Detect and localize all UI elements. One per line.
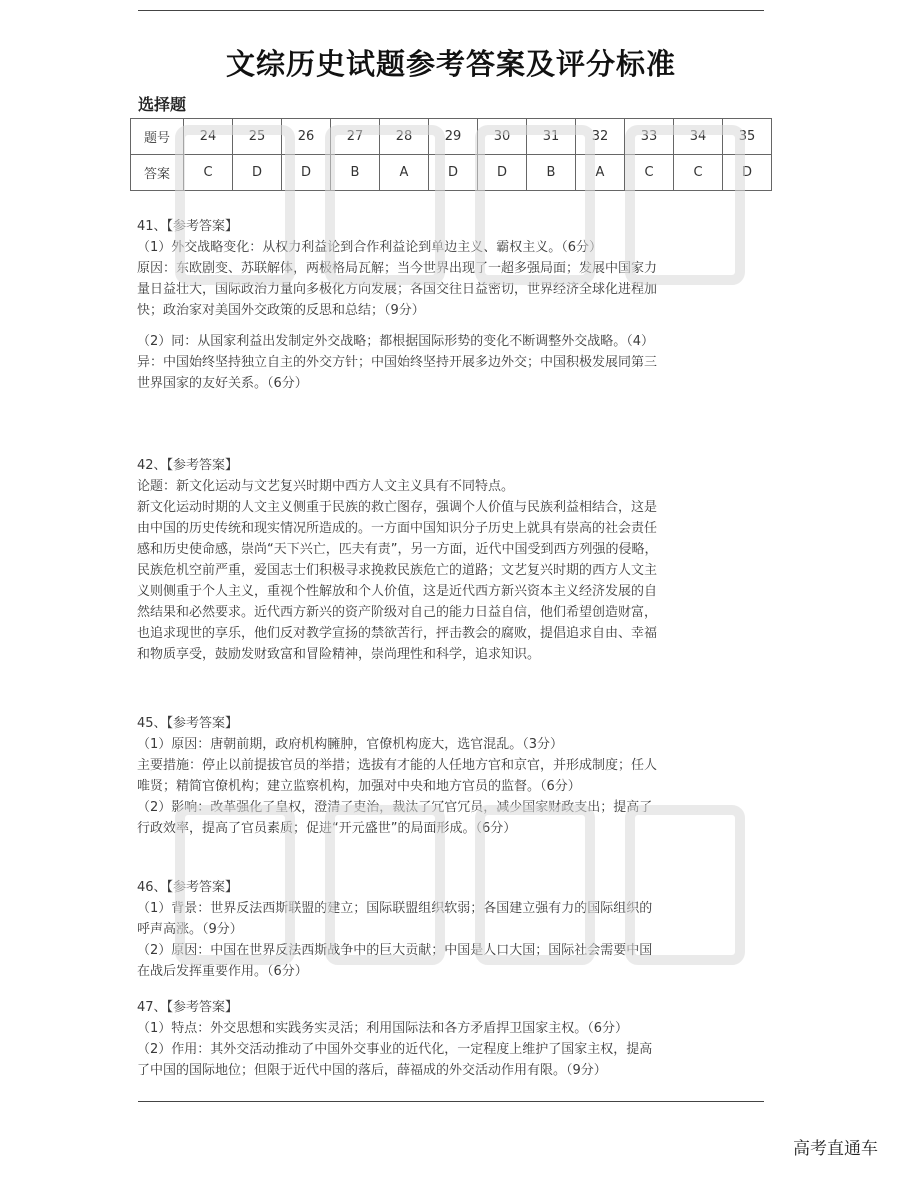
answer-cell: D xyxy=(233,155,282,191)
answer-line: 感和历史使命感，崇尚“天下兴亡，匹夫有责”，另一方面，近代中国受到西方列强的侵略， xyxy=(137,542,658,557)
question-number-cell: 29 xyxy=(429,119,478,155)
question-number-cell: 27 xyxy=(331,119,380,155)
question-heading-46: 46、【参考答案】 xyxy=(137,880,239,895)
answer-line: 义则侧重于个人主义，重视个性解放和个人价值，这是近代西方新兴资本主义经济发展的自 xyxy=(137,584,658,599)
answer-table-number-row xyxy=(131,119,772,155)
answer-line: （1）外交战略变化：从权力利益论到合作利益论到单边主义、霸权主义。（6分） xyxy=(137,240,603,255)
question-number-cell: 32 xyxy=(576,119,625,155)
answer-line: 呼声高涨。（9分） xyxy=(137,922,243,937)
answer-line: 也追求现世的享乐，他们反对教学宣扬的禁欲苦行，抨击教会的腐败，提倡追求自由、幸福 xyxy=(137,626,658,641)
answer-line: 行政效率，提高了官员素质；促进“开元盛世”的局面形成。（6分） xyxy=(137,821,517,836)
answer-cell: B xyxy=(527,155,576,191)
answer-block-46 xyxy=(137,877,767,982)
question-number-cell: 34 xyxy=(674,119,723,155)
answer-cell: D xyxy=(723,155,772,191)
answer-line: 世界国家的友好关系。（6分） xyxy=(137,376,308,391)
answer-line: 在战后发挥重要作用。（6分） xyxy=(137,964,308,979)
section-label-choice: 选择题 xyxy=(138,95,187,114)
answer-cell: D xyxy=(282,155,331,191)
watermark-brand-text: 高考直通车 xyxy=(793,1139,878,1159)
question-number-cell: 25 xyxy=(233,119,282,155)
answer-line: （2）原因：中国在世界反法西斯战争中的巨大贡献；中国是人口大国；国际社会需要中国 xyxy=(137,943,653,958)
answer-block-45 xyxy=(137,713,767,839)
question-heading-47: 47、【参考答案】 xyxy=(137,1000,239,1015)
answer-line: 民族危机空前严重，爱国志士们积极寻求挽救民族危亡的道路；文艺复兴时期的西方人文主 xyxy=(137,563,658,578)
paragraph-spacer xyxy=(137,321,767,331)
answer-cell: A xyxy=(380,155,429,191)
number-row-header: 题号 xyxy=(131,119,184,155)
question-number-cell: 31 xyxy=(527,119,576,155)
answer-line: （2）同：从国家利益出发制定外交战略；都根据国际形势的变化不断调整外交战略。（4） xyxy=(137,334,655,349)
answer-cell: A xyxy=(576,155,625,191)
question-number-cell: 28 xyxy=(380,119,429,155)
answer-table-answer-row xyxy=(131,155,772,191)
question-number-cell: 35 xyxy=(723,119,772,155)
answer-line: 量日益壮大，国际政治力量向多极化方向发展；各国交往日益密切，世界经济全球化进程加 xyxy=(137,282,658,297)
answer-line: （2）作用：其外交活动推动了中国外交事业的近代化，一定程度上维护了国家主权，提高 xyxy=(137,1042,653,1057)
answer-line: 由中国的历史传统和现实情况所造成的。一方面中国知识分子历史上就具有崇高的社会责任 xyxy=(137,521,658,536)
answer-cell: C xyxy=(184,155,233,191)
answer-cell: C xyxy=(674,155,723,191)
answer-cell: C xyxy=(625,155,674,191)
top-rule xyxy=(138,10,764,11)
answer-line: 快；政治家对美国外交政策的反思和总结；（9分） xyxy=(137,303,425,318)
page-title: 文综历史试题参考答案及评分标准 xyxy=(225,47,676,81)
answer-block-47 xyxy=(137,997,767,1081)
answer-line: 主要措施：停止以前提拔官员的举措；选拔有才能的人任地方官和京官，并形成制度；任人 xyxy=(137,758,658,773)
answer-cell: D xyxy=(478,155,527,191)
answer-line: 论题：新文化运动与文艺复兴时期中西方人文主义具有不同特点。 xyxy=(137,479,515,494)
answer-line: 唯贤；精简官僚机构；建立监察机构，加强对中央和地方官员的监督。（6分） xyxy=(137,779,581,794)
answer-line: （1）背景：世界反法西斯联盟的建立；国际联盟组织软弱；各国建立强有力的国际组织的 xyxy=(137,901,653,916)
answer-line: 和物质享受，鼓励发财致富和冒险精神，崇尚理性和科学，追求知识。 xyxy=(137,647,541,662)
answer-line: 原因：东欧剧变、苏联解体，两极格局瓦解；当今世界出现了一超多强局面；发展中国家力 xyxy=(137,261,658,276)
question-heading-45: 45、【参考答案】 xyxy=(137,716,239,731)
question-heading-41: 41、【参考答案】 xyxy=(137,219,239,234)
answer-block-42 xyxy=(137,455,767,665)
answer-cell: D xyxy=(429,155,478,191)
question-number-cell: 24 xyxy=(184,119,233,155)
answer-cell: B xyxy=(331,155,380,191)
question-number-cell: 26 xyxy=(282,119,331,155)
answer-line: （1）原因：唐朝前期，政府机构臃肿，官僚机构庞大，选官混乱。（3分） xyxy=(137,737,564,752)
answer-line: 新文化运动时期的人文主义侧重于民族的救亡图存，强调个人价值与民族利益相结合，这是 xyxy=(137,500,658,515)
answer-block-41 xyxy=(137,216,767,394)
question-heading-42: 42、【参考答案】 xyxy=(137,458,239,473)
question-number-cell: 30 xyxy=(478,119,527,155)
answer-line: 了中国的国际地位；但限于近代中国的落后，薛福成的外交活动作用有限。（9分） xyxy=(137,1063,607,1078)
answer-line: 然结果和必然要求。近代西方新兴的资产阶级对自己的能力日益自信，他们希望创造财富， xyxy=(137,605,658,620)
question-number-cell: 33 xyxy=(625,119,674,155)
answer-line: （2）影响：改革强化了皇权，澄清了吏治，裁汰了冗官冗员，减少国家财政支出；提高了 xyxy=(137,800,653,815)
answer-line: （1）特点：外交思想和实践务实灵活；利用国际法和各方矛盾捍卫国家主权。（6分） xyxy=(137,1021,629,1036)
answer-table xyxy=(130,118,772,191)
answer-line: 异：中国始终坚持独立自主的外交方针；中国始终坚持开展多边外交；中国积极发展同第三 xyxy=(137,355,658,370)
bottom-rule xyxy=(138,1101,764,1102)
answer-row-header: 答案 xyxy=(131,155,184,191)
